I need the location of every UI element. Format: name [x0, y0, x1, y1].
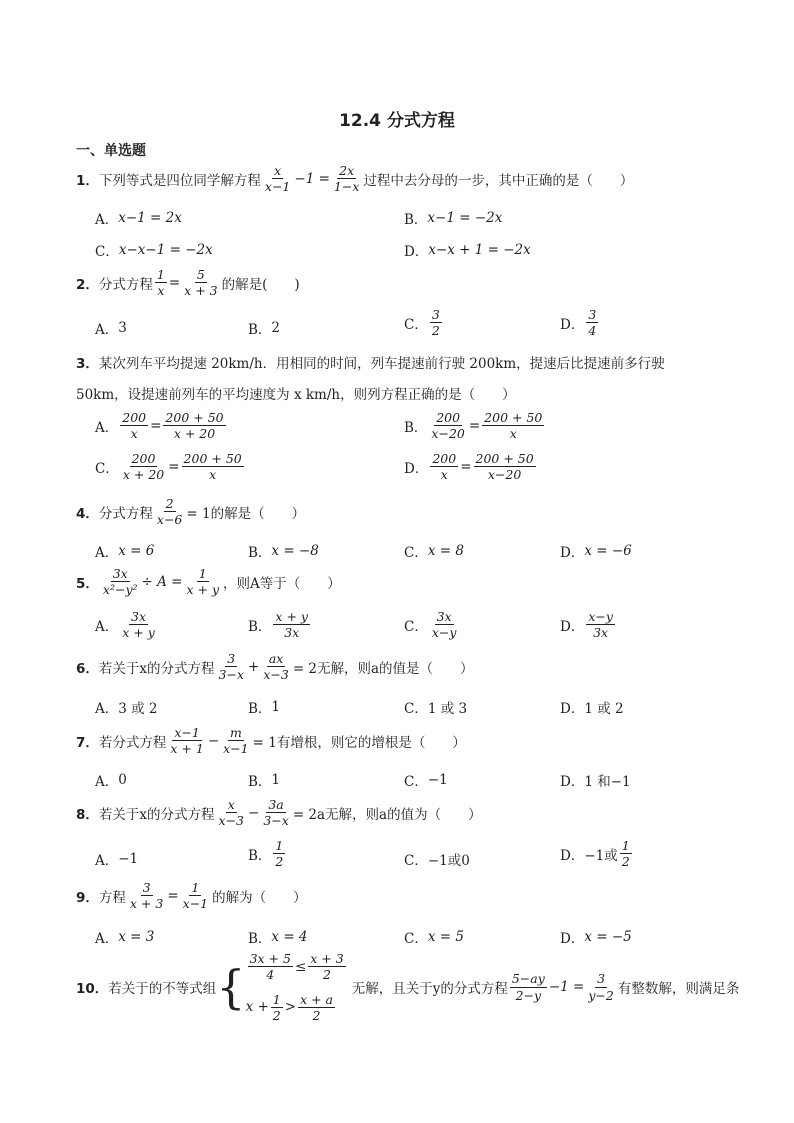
option-a[interactable]: A． $\frac{3x}{x + y}$	[95, 609, 155, 641]
question-8: 8． 若关于x的分式方程 $\frac{x}{x-3}$ − $\frac{3a}{3-x}$ = 2a无解，则a的值为（ ）	[76, 797, 482, 829]
option-c[interactable]: C． x = 8	[404, 543, 464, 561]
option-c[interactable]: C． x−x−1 = −2x	[95, 242, 213, 260]
option-d[interactable]: D． 1 和−1	[560, 774, 631, 790]
question-9: 9． 方程 $\frac{3}{x + 3}$ = $\frac{1}{x-1}$ 的解为（ ）	[76, 880, 307, 912]
option-d[interactable]: D． x−x + 1 = −2x	[404, 242, 531, 260]
question-5: 5． $\frac{3x}{\text{x²−y²}}$ ÷ A = $\frac{1}{x + y}$ ，则A等于（ ）	[76, 566, 341, 598]
option-c[interactable]: C． 1 或 3	[404, 701, 468, 717]
option-b[interactable]: B． x = 4	[248, 929, 308, 947]
option-a[interactable]: A． −1	[95, 851, 139, 869]
option-b[interactable]: B． 1	[248, 699, 281, 717]
question-3-line-1: 3．某次列车平均提速 20km/h．用相同的时间，列车提速前行驶 200km，提速后比提速前多行驶	[76, 356, 665, 372]
option-c[interactable]: C． $\frac{200}{x + 20}$ = $\frac{200 + 50}{x}$	[95, 451, 242, 483]
option-c[interactable]: C． $\frac{3x}{x-y}$	[404, 609, 457, 641]
option-a[interactable]: A． x = 6	[95, 543, 155, 561]
fraction: $\frac{1}{x}$	[156, 267, 165, 299]
fraction: $\frac{2x}{1-x}$	[333, 163, 360, 195]
page-title: 12.4 分式方程	[339, 111, 455, 131]
option-d[interactable]: D． 1 或 2	[560, 701, 624, 717]
option-d[interactable]: D． −1或 $\frac{1}{2}$	[560, 838, 630, 870]
option-a[interactable]: A． 3	[95, 320, 127, 338]
fraction: $\frac{x}{x-1}$	[264, 163, 291, 195]
option-c[interactable]: C． $\frac{3}{2}$	[404, 307, 440, 339]
option-b[interactable]: B． x−1 = −2x	[404, 210, 503, 228]
question-4: 4． 分式方程 $\frac{2}{x-6}$ = 1的解是（ ）	[76, 496, 306, 528]
question-10: 10． 若关于的不等式组 { $\frac{3x + 5}{4}$ ≤ $\frac{x + 3}{2}$ x + $\frac{1}{2}$ > $\frac{x + a}{2}$ 无解，且关于y的分式方程 $\frac{5-ay}{2-y}$ −1 = $\frac{3}{y-2}$ 有整数解，则满足条	[76, 951, 740, 1023]
option-a[interactable]: A． 0	[95, 772, 127, 790]
option-d[interactable]: D． $\frac{3}{4}$	[560, 307, 597, 339]
option-b[interactable]: B． $\frac{x + y}{3x}$	[248, 609, 308, 641]
inequality-system: $\frac{3x + 5}{4}$ ≤ $\frac{x + 3}{2}$ x + $\frac{1}{2}$ > $\frac{x + a}{2}$	[245, 951, 344, 1023]
option-b[interactable]: B． 1	[248, 772, 281, 790]
option-d[interactable]: D． $\frac{200}{x}$ = $\frac{200 + 50}{x-20}$	[404, 451, 534, 483]
question-number: 2．	[76, 276, 99, 293]
option-b[interactable]: B． $\frac{1}{2}$	[248, 838, 284, 870]
option-d[interactable]: D． x = −6	[560, 543, 632, 561]
option-c[interactable]: C． x = 5	[404, 929, 464, 947]
option-d[interactable]: D． x = −5	[560, 929, 632, 947]
option-c[interactable]: C． −1	[404, 772, 448, 790]
option-c[interactable]: C． −1或0	[404, 853, 470, 869]
section-heading: 一、单选题	[76, 143, 146, 159]
question-7: 7． 若分式方程 $\frac{x-1}{x + 1}$ − $\frac{m}{x-1}$ = 1有增根，则它的增根是（ ）	[76, 725, 466, 757]
question-text: 过程中去分母的一步，其中正确的是（ ）	[363, 172, 634, 189]
option-b[interactable]: B． $\frac{200}{x-20}$ = $\frac{200 + 50}{x}$	[404, 410, 543, 442]
question-text: 下列等式是四位同学解方程	[98, 172, 261, 189]
question-6: 6． 若关于x的分式方程 $\frac{3}{3-x}$ + $\frac{ax}{x-3}$ = 2无解，则a的值是（ ）	[76, 651, 474, 683]
option-b[interactable]: B． x = −8	[248, 543, 319, 561]
question-2: 2． 分式方程 $\frac{1}{x}$ = $\frac{5}{x + 3}$ 的解是( )	[76, 267, 300, 299]
option-d[interactable]: D． $\frac{x-y}{3x}$	[560, 609, 613, 641]
question-1: 1． 下列等式是四位同学解方程 $\frac{x}{x-1}$ −1 = $\frac{2x}{1-x}$ 过程中去分母的一步，其中正确的是（ ）	[76, 163, 634, 195]
option-a[interactable]: A． x = 3	[95, 929, 155, 947]
fraction: $\frac{5}{x + 3}$	[184, 267, 218, 299]
question-number: 1．	[76, 172, 99, 189]
option-a[interactable]: A． 3 或 2	[95, 701, 158, 717]
option-b[interactable]: B． 2	[248, 320, 281, 338]
brace-icon: {	[216, 960, 246, 1014]
question-3-line-2: 50km，设提速前列车的平均速度为 x km/h，则列方程正确的是（ ）	[76, 387, 516, 403]
option-a[interactable]: A． $\frac{200}{x}$ = $\frac{200 + 50}{x + 20}$	[95, 410, 224, 442]
option-a[interactable]: A． x−1 = 2x	[95, 210, 182, 228]
